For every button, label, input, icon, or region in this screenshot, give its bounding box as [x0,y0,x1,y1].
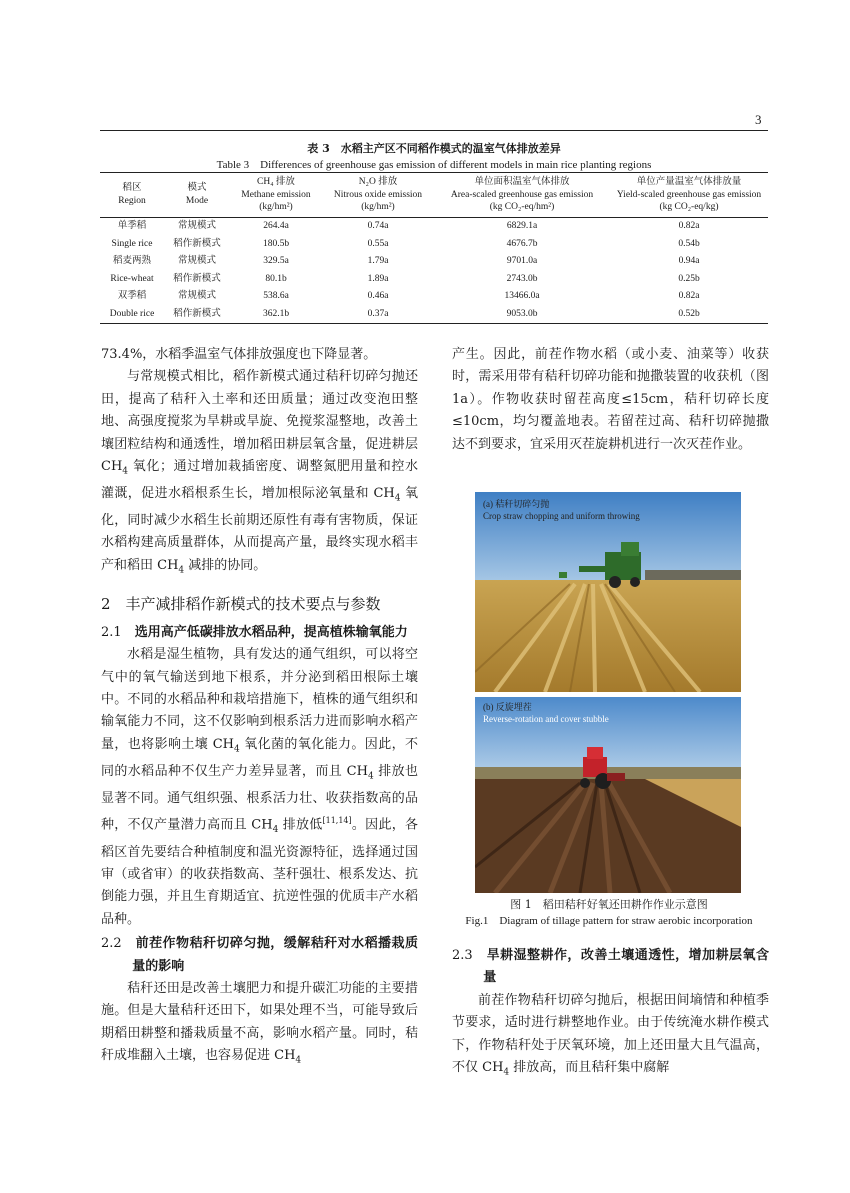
paragraph: 与常规模式相比，稻作新模式通过秸秆切碎匀抛还田，提高了秸秆入土率和还田质量；通过改变泡田整地、高强度搅浆为旱耕或旱旋、免搅浆湿整地，改善土壤团粒结构和通透性，增加稻田耕层氧含量，促进耕层 $CH_4$ 氧化；通过增加栽插密度、调整氮肥用量和控水灌溉，促进水稻根系生长，增加根际泌氧量和 $CH_4$ 氧化，同时减少水稻生长前期还原性有毒有害物质，保证水稻构建高质量群体，从而提高产量，最终实现水稻丰产和稻田 $CH_4$ 减排的协同。 [101,369,418,576]
figure-caption-en: Fig.1 Diagram of tillage pattern for straw aerobic incorporation [465,915,753,927]
col-yield: 单位产量温室气体排放量 Yield-scaled greenhouse gas emission (kg CO₂-eq/kg) [610,174,768,217]
paragraph: 前茬作物秸秆切碎匀抛后，根据田间墒情和种植季节要求，适时进行耕整地作业。由于传统淹水耕作模式下，作物秸秆处于厌氧环境，加上还田量大且气温高，不仅 $CH_4$ 排放高，而且秸秆集中腐解 [452,992,769,1078]
table-cell-region: Double rice [100,305,164,323]
col-n2o: N₂O 排放 Nitrous oxide emission (kg/hm²) [322,174,434,217]
figure-caption-zh: 图 1 稻田秸秆好氧还田耕作作业示意图 [510,898,708,911]
table-header-row [100,174,768,217]
table-cell-area: 6829.1a [506,221,538,231]
photo-reverse-rotation [475,697,741,893]
table-cell-yield: 0.82a [678,221,700,231]
table-caption-en: Table 3 Differences of greenhouse gas emission of different models in main rice planting regions [216,159,652,171]
header-rule [100,130,768,131]
table-cell-yield: 0.54b [678,238,700,249]
table-cell-mode: 常规模式 [177,291,216,301]
table-top-rule [100,172,768,173]
table-cell-area: 9701.0a [506,256,538,266]
photo-a-label: (a) 秸秆切碎匀抛 Crop straw chopping and uniform throwing [483,499,640,521]
left-column [101,344,418,1072]
paragraph: 73.4%，水稻季温室气体排放强度也下降显著。 [101,347,377,362]
table-row [100,253,768,271]
table-cell-region: 双季稻 [117,291,147,301]
table-row [100,305,768,323]
emission-table [100,174,768,324]
table-cell-yield: 0.25b [678,273,700,284]
table-cell-area: 9053.0b [434,305,610,323]
section-heading-2: 2 丰产减排稻作新模式的技术要点与参数 [101,594,381,613]
col-region: 稻区 Region [100,174,164,217]
table-cell-n2o: 0.55a [367,238,389,249]
photo-b-label: (b) 反旋埋茬 Reverse-rotation and cover stubble [483,702,609,724]
tractor-image [475,697,741,893]
table-cell-n2o: 0.46a [367,291,389,301]
table-cell-mode: 稻作新模式 [173,273,221,284]
table-cell-region: Rice-wheat [110,273,154,284]
table-cell-mode: 常规模式 [177,221,216,231]
table-row [100,270,768,288]
table-cell-n2o: 0.74a [367,221,389,231]
table-cell-mode: 常规模式 [177,256,216,266]
table-cell-n2o: 0.37a [322,305,434,323]
table-row [100,288,768,306]
table-cell-n2o: 1.89a [367,273,389,284]
table-cell-yield: 0.82a [678,291,700,301]
table-cell-mode: 稻作新模式 [173,238,221,249]
col-area: 单位面积温室气体排放 Area-scaled greenhouse gas emission (kg CO₂-eq/hm²) [434,174,610,217]
paragraph: 产生。因此，前茬作物水稻（或小麦、油菜等）收获时，需采用带有秸秆切碎功能和抛撒装置的收获机（图 1a）。作物收获时留茬高度≤15cm，秸秆切碎长度≤10cm，均匀覆盖地表。若留茬过高、秸秆切碎抛撒达不到要求，宜采用灭茬旋耕机进行一次灭茬作业。 [452,347,769,452]
page-number: 3 [755,112,762,127]
subsection-heading-2-1: 2.1 选用高产低碳排放水稻品种，提高植株输氧能力 [101,624,408,640]
table-cell-area: 13466.0a [504,291,540,301]
table-cell-region: 单季稻 [117,221,147,231]
harvester-image [475,492,741,692]
table-cell-ch4: 180.5b [262,238,290,249]
subsection-heading-2-2: 2.2 前茬作物秸秆切碎匀抛，缓解秸秆对水稻播栽质量的影响 [101,936,418,974]
table-cell-area: 2743.0b [506,273,538,284]
subsection-heading-2-3: 2.3 旱耕湿整耕作，改善土壤通透性，增加耕层氧含量 [452,948,769,986]
table-cell-ch4: 362.1b [230,305,322,323]
table-cell-n2o: 1.79a [367,256,389,266]
photo-straw-chopping [475,492,741,692]
table-row [100,217,768,235]
table-cell-region: Single rice [111,238,153,249]
paragraph: 水稻是湿生植物，具有发达的通气组织，可以将空气中的氧气输送到地下根系，并分泌到稻田根际土壤中。不同的水稻品种和栽培措施下，植株的通气组织和输氧能力不同，这不仅影响到根系活力进而影响水稻产量，也将影响土壤 $CH_4$ 氧化菌的氧化能力。因此，不同的水稻品种不仅生产力差异显著，而且 $CH_4$ 排放也显著不同。通气组织强、根系活力壮、收获指数高的品种，不仅产量潜力高而且 $CH_4$ 排放低[11,14]。因此，各稻区首先要结合种植制度和温光资源特征，选择通过国审（或省审）的收获指数高、茎秆强壮、根系发达、抗倒能力强，并且生育期适宜、抗逆性强的优质丰产水稻品种。 [101,647,418,927]
table-cell-ch4: 264.4a [263,221,289,231]
table-cell-area: 4676.7b [506,238,538,249]
table-cell-ch4: 329.5a [263,256,289,266]
right-column-bottom [452,943,769,1084]
right-column-top [452,344,769,456]
paragraph: 秸秆还田是改善土壤肥力和提升碳汇功能的主要措施。但是大量秸秆还田下，如果处理不当，可能导致后期稻田耕整和播栽质量不高，影响水稻产量。同时，秸秆成堆翻入土壤，也容易促进 $CH_4$ [101,981,418,1066]
table-row [100,235,768,253]
table-cell-yield: 0.94a [678,256,700,266]
table-cell-yield: 0.52b [610,305,768,323]
table-cell-ch4: 80.1b [265,273,287,284]
table-cell-mode: 稻作新模式 [164,305,230,323]
table-cell-ch4: 538.6a [263,291,289,301]
table-caption-zh: 表 3 水稻主产区不同稻作模式的温室气体排放差异 [307,142,561,155]
col-mode: 模式 Mode [164,174,230,217]
col-ch4: CH₄ 排放 Methane emission (kg/hm²) [230,174,322,217]
citation: [11,14] [322,816,352,826]
table-cell-region: 稻麦两熟 [112,256,151,266]
